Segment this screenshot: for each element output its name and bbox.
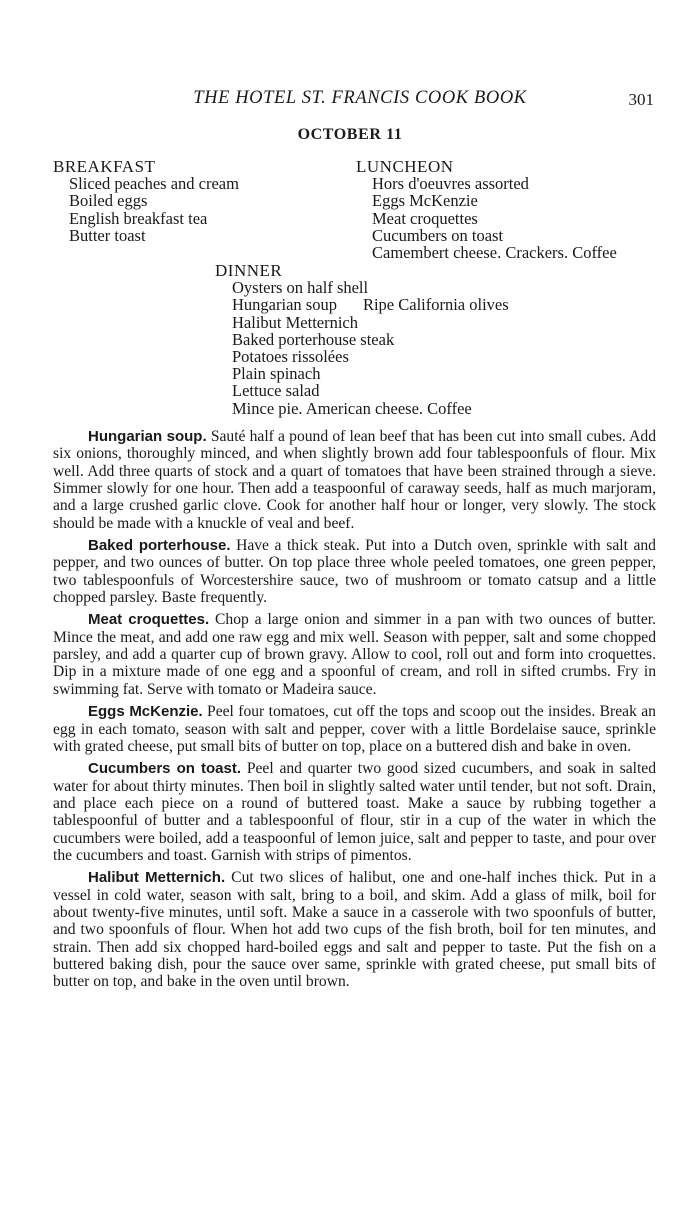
menu-item-row <box>215 296 509 313</box>
menu-item: Ripe California olives <box>362 295 509 315</box>
recipe-paragraph <box>53 428 656 532</box>
recipe-text: Cut two slices of halibut, one and one-half inches thick. Put in a vessel in cold water, season with salt, bring to a boil, and skim. Add a glass of milk, boil for about twenty-five minutes, until soft. Make a sauce in a casserole with two spoonfuls of butter, and two spoonfuls of flour. When hot add two cups of the fish broth, boil for ten minutes, and strain. Then add six chopped hard-boiled eggs and salt and pepper to taste. Put the fish on a buttered baking dish, pour the sauce over same, sprinkle with grated cheese, put small bits of butter on top, and bake in the oven until brown. <box>53 869 656 991</box>
recipe-paragraph <box>53 760 656 864</box>
menu-item: Hors d'oeuvres assorted <box>372 174 529 194</box>
recipe-text: Sauté half a pound of lean beef that has been cut into small cubes. Add six onions, thoroughly minced, and when slightly brown add four tablespoonfuls of flour. Mix well. Add three quarts of stock and a quart of tomatoes that have been strained through a sieve. Simmer slowly for one hour. Then add a teaspoonful of caraway seeds, half as much marjoram, and a large crushed garlic clove. Cook for another half hour or longer, very slowly. The stock should be made with a knuckle of veal and beef. <box>53 428 656 532</box>
luncheon-menu <box>356 158 617 261</box>
menu-item: Cucumbers on toast <box>372 225 504 245</box>
recipe-text: Have a thick steak. Put into a Dutch oven, sprinkle with salt and pepper, and two ounces of butter. On top place three whole peeled tomatoes, one green pepper, two tablespoonfuls of Worcestershire sauce, two of mushroom or tomato catsup and a little chopped parsley. Baste frequently. <box>53 537 656 607</box>
recipe-title: Baked porterhouse. <box>88 537 231 555</box>
date-heading: OCTOBER 11 <box>297 126 403 143</box>
dinner-menu <box>215 262 509 417</box>
running-head: THE HOTEL ST. FRANCIS COOK BOOK <box>193 88 527 108</box>
menu-item: Potatoes rissolées <box>232 347 349 367</box>
recipe-text: Peel and quarter two good sized cucumbers, and soak in salted water for about thirty minutes. Then boil in slightly salted water until tender, but not soft. Drain, and place each piece on a round of buttered toast. Make a sauce by rubbing together a tablespoonful of butter and a tablespoonful of flour, stir in a cup of the water in which the cucumbers were boiled, add a teaspoonful of lemon juice, salt and pepper to taste, and pour over the cucumbers and toast. Garnish with strips of pimentos. <box>53 760 657 864</box>
menu-item: Plain spinach <box>232 364 321 384</box>
recipe-paragraph <box>53 611 656 698</box>
menu-item: Camembert cheese. Crackers. Coffee <box>372 243 617 263</box>
menu-item: Oysters on half shell <box>232 278 369 298</box>
recipe-paragraph <box>53 537 656 606</box>
recipe-title: Meat croquettes. <box>88 611 210 629</box>
menu-item: English breakfast tea <box>69 208 208 228</box>
menu-item: Boiled eggs <box>69 191 148 211</box>
menu-item: Halibut Metternich <box>232 312 359 332</box>
menu-item: Butter toast <box>69 225 146 245</box>
menu-item: Hungarian soup <box>232 295 337 315</box>
menu-item: Baked porterhouse steak <box>232 329 395 349</box>
menu-item: Sliced peaches and cream <box>69 174 239 194</box>
menu-item: Eggs McKenzie <box>372 191 478 211</box>
recipe-text: Peel four tomatoes, cut off the tops and scoop out the insides. Break an egg in each tomato, season with salt and pepper, cover with a little Bordelaise sauce, sprinkle with grated cheese, put small bits of butter on top, place on a buttered dish and bake in oven. <box>53 703 656 755</box>
breakfast-menu <box>53 158 239 244</box>
recipe-paragraph <box>53 703 656 755</box>
menu-item: Mince pie. American cheese. Coffee <box>232 398 472 418</box>
recipe-title: Halibut Metternich. <box>88 869 226 887</box>
recipe-title: Cucumbers on toast. <box>88 760 241 778</box>
recipes <box>53 428 656 996</box>
menu-item: Meat croquettes <box>372 208 478 228</box>
page-number: 301 <box>628 90 654 109</box>
luncheon-title: LUNCHEON <box>356 157 454 176</box>
dinner-title: DINNER <box>215 261 283 280</box>
menu-item: Lettuce salad <box>232 381 320 401</box>
recipe-title: Hungarian soup. <box>88 428 207 445</box>
recipe-title: Eggs McKenzie. <box>88 703 203 721</box>
breakfast-title: BREAKFAST <box>53 157 156 176</box>
recipe-paragraph <box>53 869 656 990</box>
recipe-text: Chop a large onion and simmer in a pan with two ounces of butter. Mince the meat, and add one raw egg and mix well. Season with pepper, salt and some chopped parsley, and add a quarter cup of brown gravy. Allow to cool, roll out and form into croquettes. Dip in a mixture made of one egg and a spoonful of cream, and roll in sifted crumbs. Fry in swimming fat. Serve with tomato or Madeira sauce. <box>53 611 656 698</box>
